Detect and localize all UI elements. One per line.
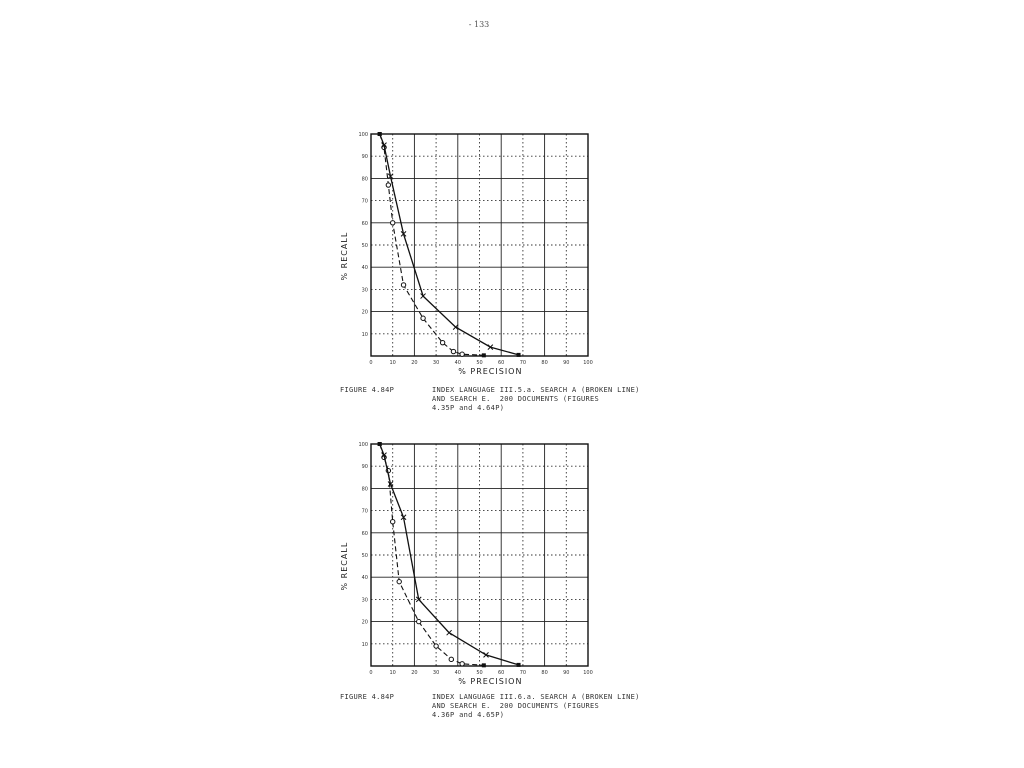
search-e-solid-line bbox=[380, 134, 519, 355]
o-marker-point bbox=[391, 520, 395, 524]
y-axis-label: % RECALL bbox=[340, 541, 349, 591]
o-marker-point bbox=[460, 662, 464, 666]
y-tick-label: 50 bbox=[361, 553, 368, 559]
o-marker-point bbox=[421, 316, 425, 320]
y-tick-label: 100 bbox=[358, 132, 368, 138]
figure-caption-text bbox=[432, 693, 640, 720]
x-tick-label: 70 bbox=[519, 360, 527, 366]
x-tick-label: 60 bbox=[498, 360, 505, 366]
o-marker-point bbox=[397, 579, 401, 583]
figure-number: FIGURE 4.84P bbox=[340, 386, 395, 394]
o-marker-point bbox=[417, 619, 421, 623]
caption-line: INDEX LANGUAGE III.6.a. SEARCH A (BROKEN LINE) bbox=[432, 693, 640, 701]
y-tick-label: 70 bbox=[361, 508, 368, 515]
figure-number: FIGURE 4.84P bbox=[340, 693, 395, 701]
x-tick-label: 20 bbox=[411, 360, 418, 366]
x-tick-label: 80 bbox=[541, 670, 548, 676]
x-tick-label: 50 bbox=[476, 670, 483, 676]
x-tick-label: 0 bbox=[369, 670, 373, 676]
y-tick-label: 60 bbox=[361, 220, 368, 227]
o-marker-point bbox=[449, 657, 453, 661]
y-tick-label: 30 bbox=[361, 597, 368, 604]
y-tick-label: 10 bbox=[361, 331, 368, 338]
y-tick-label: 60 bbox=[361, 530, 368, 537]
o-marker-point bbox=[401, 283, 405, 287]
x-tick-label: 10 bbox=[389, 360, 396, 366]
o-marker-point bbox=[386, 183, 390, 187]
y-tick-label: 20 bbox=[361, 619, 368, 626]
figure-caption-2 bbox=[340, 693, 640, 720]
o-marker-point bbox=[460, 352, 464, 356]
x-tick-label: 0 bbox=[369, 360, 373, 366]
endpoint-marker bbox=[378, 442, 382, 446]
x-tick-label: 20 bbox=[411, 670, 418, 676]
figure-caption-1 bbox=[340, 386, 640, 413]
x-tick-label: 90 bbox=[563, 360, 570, 366]
y-axis-label: % RECALL bbox=[340, 231, 349, 281]
x-tick-label: 60 bbox=[498, 670, 505, 676]
x-tick-label: 30 bbox=[432, 360, 440, 366]
recall-precision-chart-1 bbox=[336, 124, 606, 374]
o-marker-point bbox=[391, 221, 395, 225]
page-number: - 133 bbox=[468, 20, 490, 29]
y-tick-label: 90 bbox=[361, 464, 368, 471]
recall-precision-chart-2 bbox=[336, 434, 606, 684]
o-marker-point bbox=[451, 349, 455, 353]
x-marker-point bbox=[447, 630, 452, 635]
caption-line: AND SEARCH E. 200 DOCUMENTS (FIGURES bbox=[432, 395, 600, 403]
y-tick-label: 90 bbox=[361, 154, 368, 161]
y-tick-label: 40 bbox=[361, 265, 368, 272]
endpoint-marker bbox=[517, 663, 521, 667]
endpoint-marker bbox=[517, 353, 521, 357]
y-tick-label: 50 bbox=[361, 243, 368, 249]
x-tick-label: 90 bbox=[563, 670, 570, 676]
endpoint-marker bbox=[482, 663, 486, 667]
x-axis-label: % PRECISION bbox=[458, 367, 523, 376]
caption-line: 4.36P and 4.65P) bbox=[432, 711, 505, 719]
y-tick-label: 20 bbox=[361, 309, 368, 316]
x-tick-label: 50 bbox=[476, 360, 483, 366]
y-tick-label: 70 bbox=[361, 198, 368, 205]
y-tick-label: 10 bbox=[361, 641, 368, 648]
x-tick-label: 100 bbox=[583, 360, 593, 366]
y-tick-label: 80 bbox=[361, 486, 368, 493]
search-e-solid-line bbox=[380, 444, 519, 665]
caption-line: AND SEARCH E. 200 DOCUMENTS (FIGURES bbox=[432, 702, 600, 710]
x-tick-label: 10 bbox=[389, 670, 396, 676]
x-tick-label: 40 bbox=[454, 360, 461, 366]
x-tick-label: 40 bbox=[454, 670, 461, 676]
endpoint-marker bbox=[482, 353, 486, 357]
endpoint-marker bbox=[378, 132, 382, 136]
x-tick-label: 80 bbox=[541, 360, 548, 366]
x-tick-label: 70 bbox=[519, 670, 527, 676]
o-marker-point bbox=[440, 340, 444, 344]
figure-caption-text bbox=[432, 386, 640, 413]
caption-line: 4.35P and 4.64P) bbox=[432, 404, 505, 412]
o-marker-point bbox=[434, 644, 438, 648]
y-tick-label: 30 bbox=[361, 287, 368, 294]
y-tick-label: 40 bbox=[361, 575, 368, 582]
y-tick-label: 100 bbox=[358, 442, 368, 448]
x-tick-label: 100 bbox=[583, 670, 593, 676]
x-axis-label: % PRECISION bbox=[458, 677, 523, 686]
caption-line: INDEX LANGUAGE III.5.a. SEARCH A (BROKEN LINE) bbox=[432, 386, 640, 394]
x-tick-label: 30 bbox=[432, 670, 440, 676]
y-tick-label: 80 bbox=[361, 176, 368, 183]
